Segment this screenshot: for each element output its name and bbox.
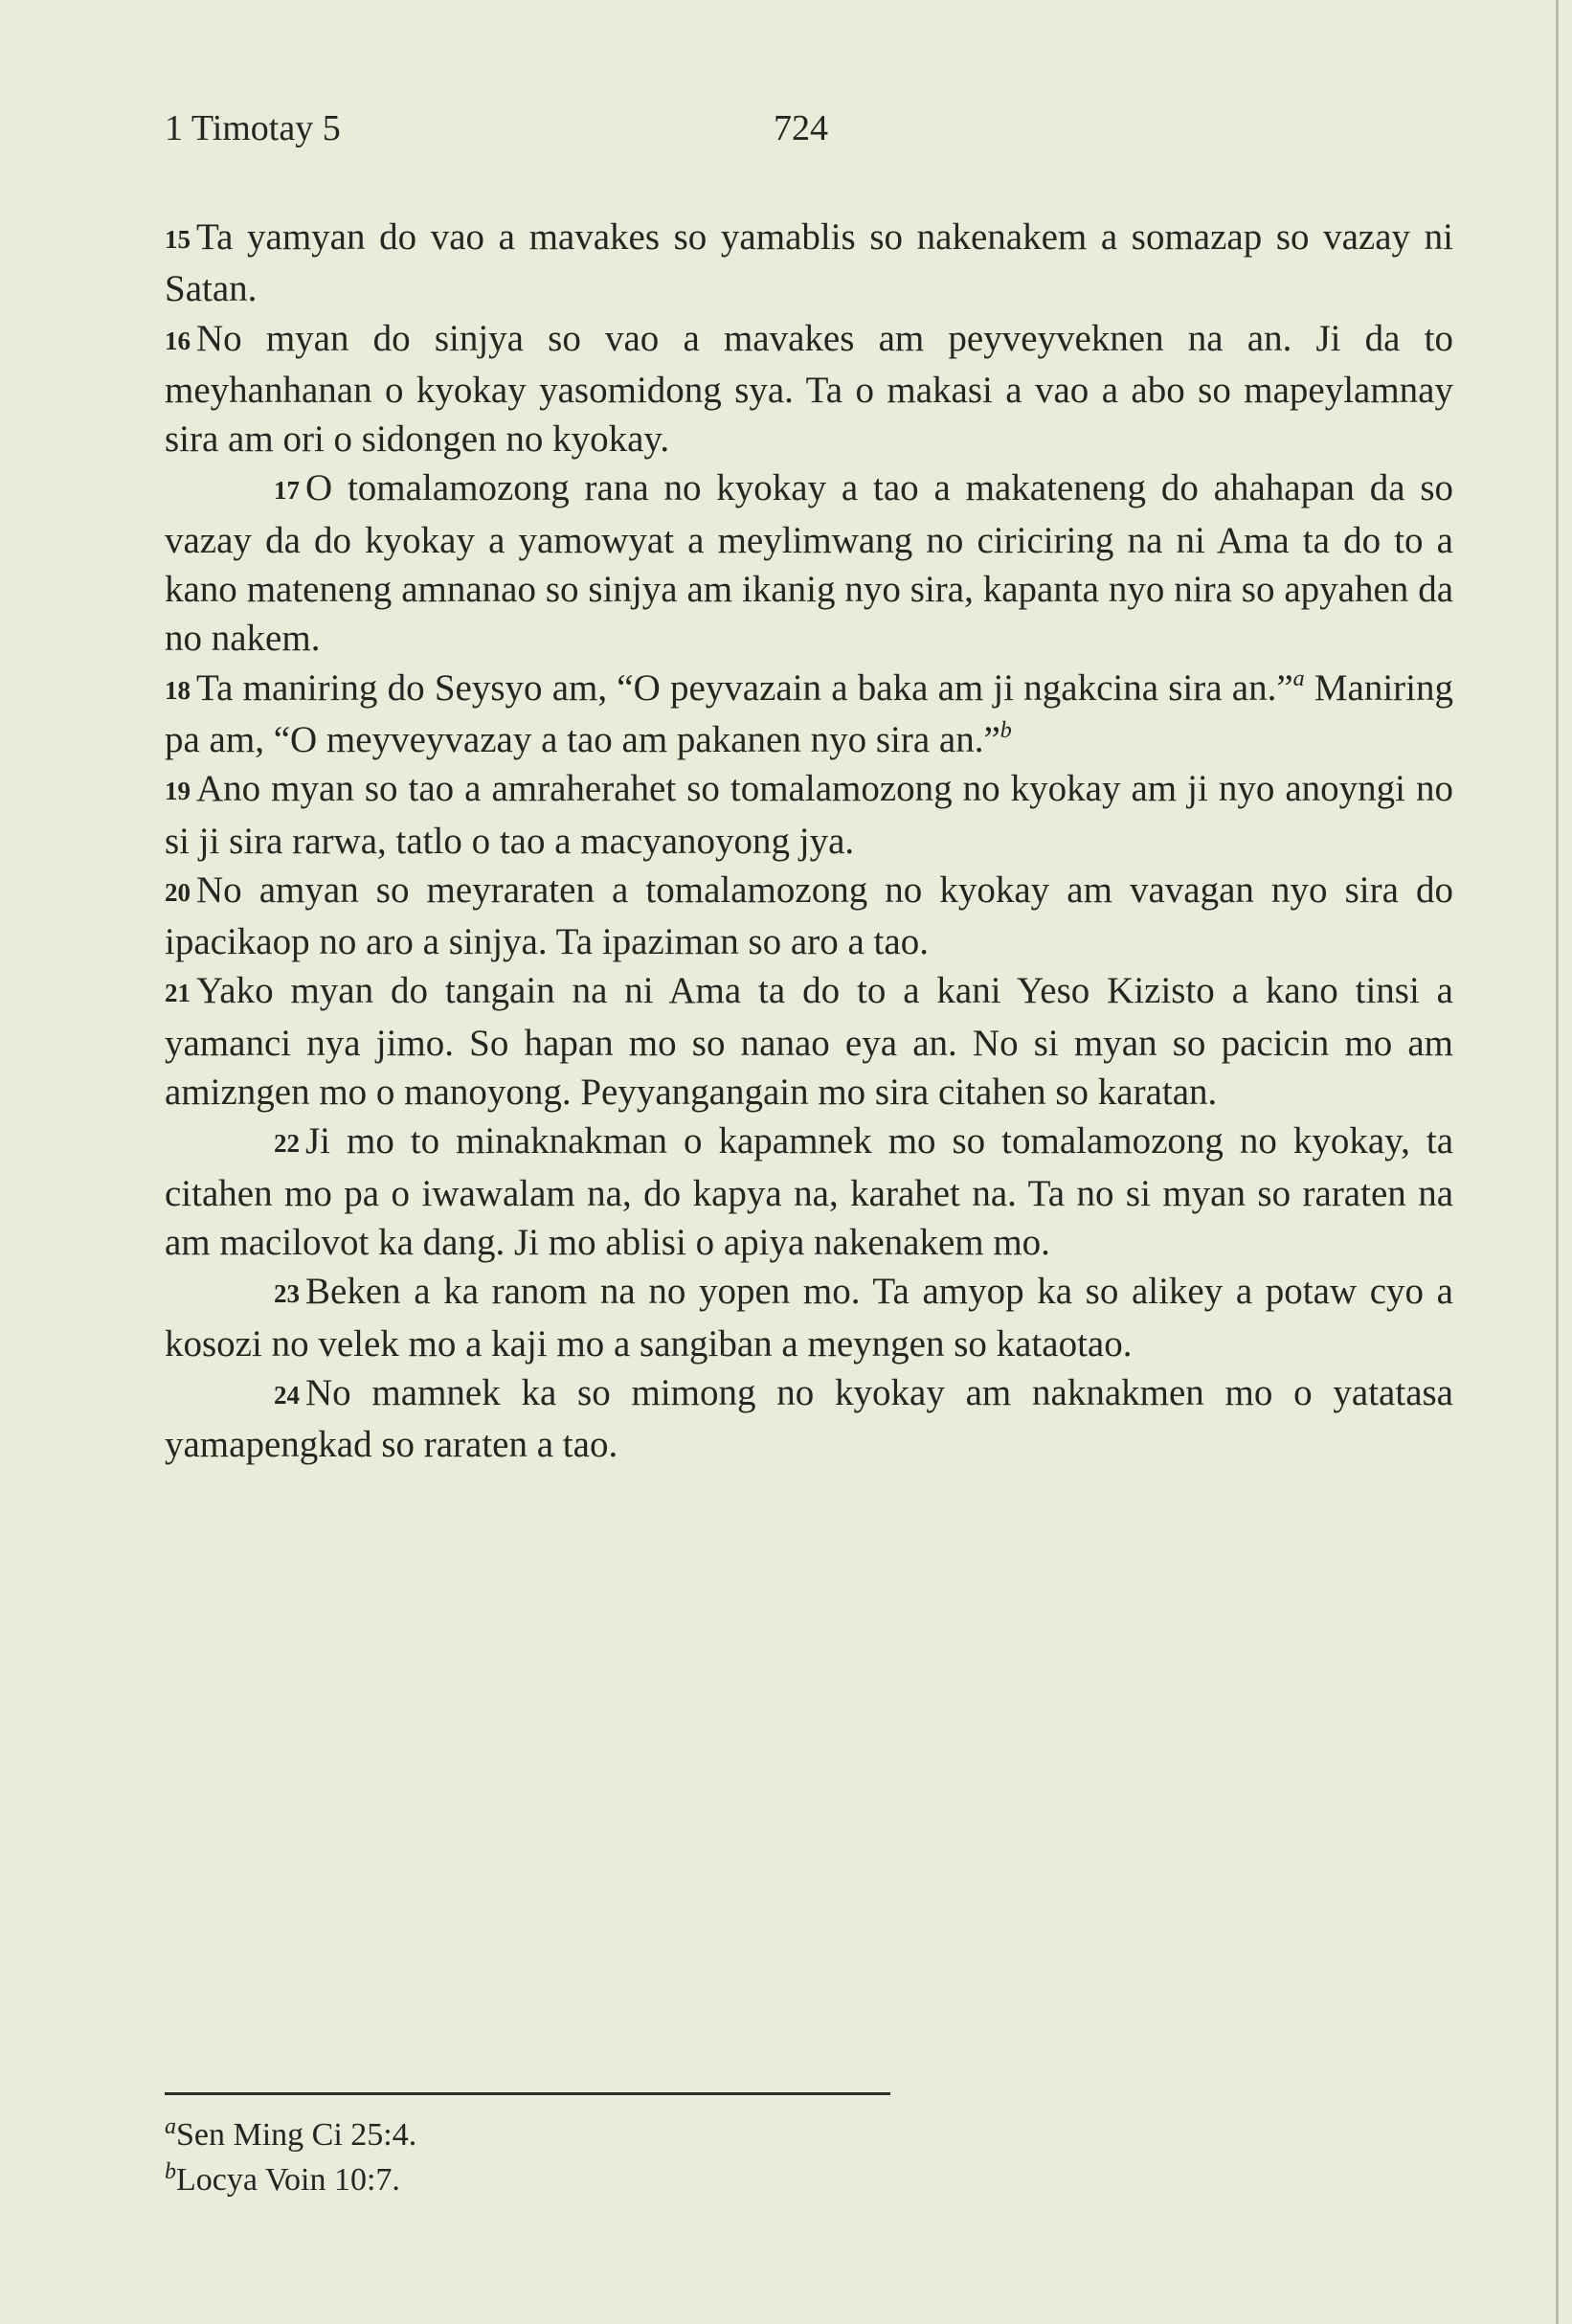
footnote-mark: b [165, 2159, 176, 2184]
chapter-text [165, 213, 1453, 1469]
footnote-text: Sen Ming Ci 25:4. [176, 2117, 417, 2153]
footnote-ref-b: b [999, 717, 1012, 743]
verse-number: 19 [165, 777, 191, 806]
verse-number: 24 [274, 1380, 300, 1410]
verse-number: 20 [165, 877, 191, 907]
verse-20 [165, 866, 1453, 967]
page-edge-line [1556, 0, 1559, 2324]
footnote-divider [165, 2092, 890, 2095]
verse-22 [165, 1117, 1453, 1267]
verse-text: Beken a ka ranom na no yopen mo. Ta amyop ka so alikey a potaw cyo a kosozi no velek mo a kaji mo a sangiban a meyngen so kataotao. [165, 1271, 1453, 1365]
running-head: 1 Timotay 5 [165, 108, 341, 148]
verse-text: Ta maniring do Seysyo am, “O peyvazain a baka am ji ngakcina sira an.” [196, 666, 1293, 709]
page-header [165, 107, 1448, 155]
verse-21 [165, 966, 1453, 1117]
verse-number: 15 [165, 225, 191, 254]
verse-text: Yako myan do tangain na ni Ama ta do to a kani Yeso Kizisto a kano tinsi a yamanci nya jimo. So hapan mo so nanao eya an. No si myan so pacicin mo am amizngen mo o manoyong. Peyyangangain mo sira citahen so karatan. [165, 970, 1453, 1114]
verse-text: No amyan so meyraraten a tomalamozong no kyokay am vavagan nyo sira do ipacikaop no aro a sinjya. Ta ipaziman so aro a tao. [165, 869, 1453, 963]
footnote-mark: a [165, 2114, 176, 2139]
footnote-a [165, 2112, 416, 2157]
verse-text: Maniring pa am, “O meyveyvazay a tao am pakanen nyo sira an.” [165, 666, 1453, 760]
verse-number: 22 [274, 1129, 300, 1159]
verse-18 [165, 664, 1453, 765]
verse-number: 21 [165, 979, 191, 1008]
page-number: 724 [774, 108, 828, 148]
verse-number: 23 [274, 1279, 300, 1309]
verse-16 [165, 314, 1453, 464]
verse-number: 18 [165, 675, 191, 705]
footnote-b [165, 2157, 416, 2202]
verse-number: 17 [274, 476, 300, 506]
verse-text: O tomalamozong rana no kyokay a tao a makateneng do ahahapan da so vazay da do kyokay a yamowyat a meylimwang no ciriciring na ni Ama ta do to a kano mateneng amnanao so sinjya am ikanig nyo sira, kapanta nyo nira so apyahen da no nakem. [165, 467, 1453, 660]
footnotes [165, 2112, 416, 2202]
verse-text: No myan do sinjya so vao a mavakes am peyveyveknen na an. Ji da to meyhanhanan o kyokay yasomidong sya. Ta o makasi a vao a abo so mapeylamnay sira am ori o sidongen no kyokay. [165, 317, 1453, 461]
footnote-ref-a: a [1292, 666, 1305, 691]
verse-text: Ta yamyan do vao a mavakes so yamablis so nakenakem a somazap so vazay ni Satan. [165, 216, 1453, 310]
verse-text: Ano myan so tao a amraherahet so tomalamozong no kyokay am ji nyo anoyngi no si ji sira rarwa, tatlo o tao a macyanoyong jya. [165, 768, 1453, 862]
verse-23 [165, 1267, 1453, 1368]
verse-24 [165, 1368, 1453, 1470]
verse-text: Ji mo to minaknakman o kapamnek mo so tomalamozong no kyokay, ta citahen mo pa o iwawalam na, do kapya na, karahet na. Ta no si myan so raraten na am macilovot ka dang. Ji mo ablisi o apiya nakenakem mo. [165, 1120, 1453, 1263]
footnote-text: Locya Voin 10:7. [176, 2162, 400, 2198]
verse-17 [165, 463, 1453, 663]
verse-15 [165, 213, 1453, 314]
verse-19 [165, 764, 1453, 866]
verse-number: 16 [165, 326, 191, 355]
verse-text: No mamnek ka so mimong no kyokay am naknakmen mo o yatatasa yamapengkad so raraten a tao. [165, 1371, 1453, 1466]
